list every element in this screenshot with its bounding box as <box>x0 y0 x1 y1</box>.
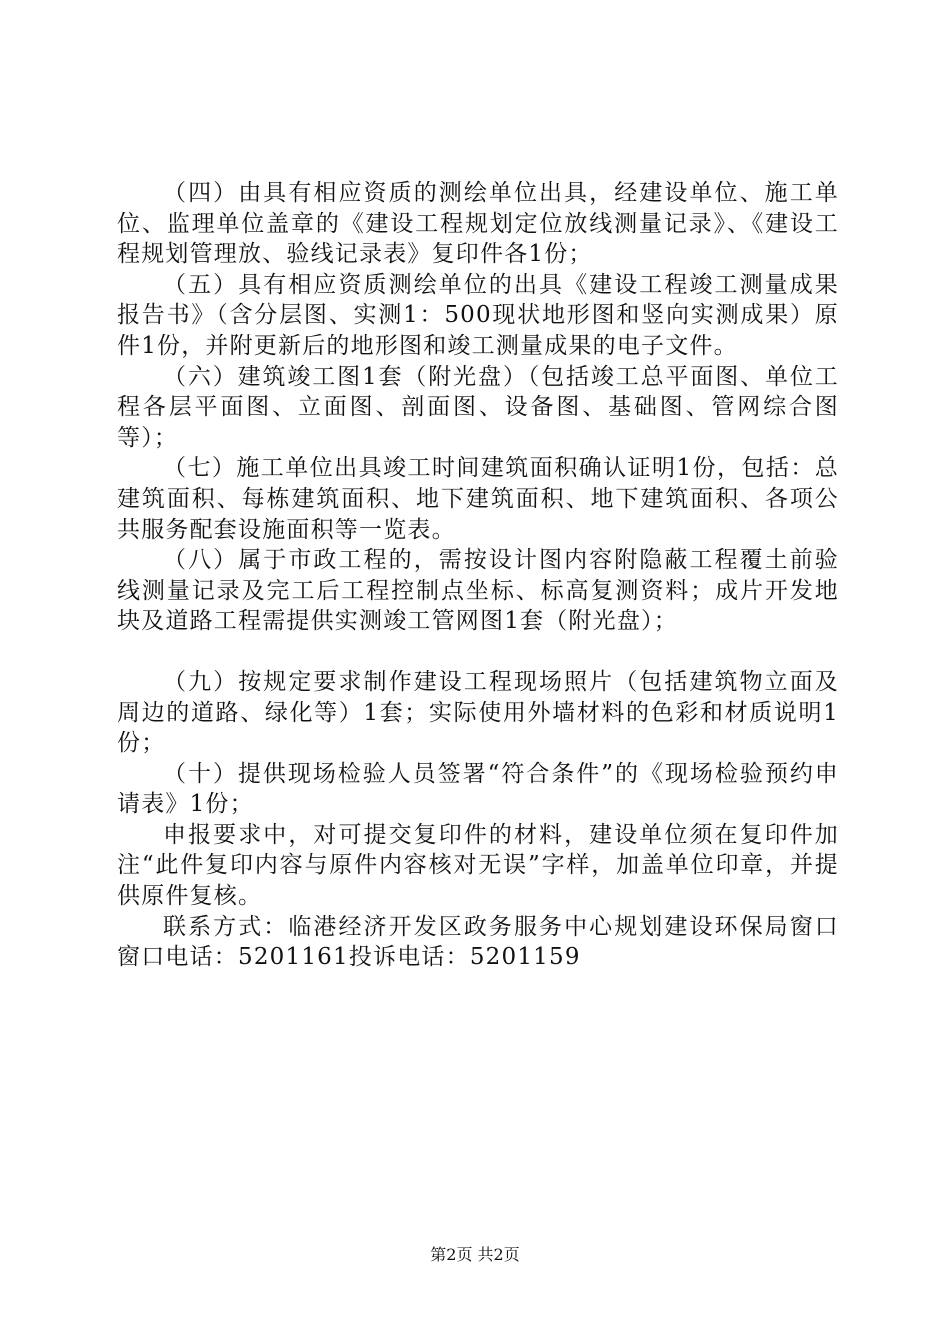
page-number-label: 第2页 共2页 <box>430 1245 520 1264</box>
paragraph-item-8: （八）属于市政工程的，需按设计图内容附隐蔽工程覆土前验线测量记录及完工后工程控制点坐标、标高复测资料；成片开发地块及道路工程需提供实测竣工管网图1套（附光盘）； <box>117 547 839 635</box>
paragraph-contact-info: 联系方式：临港经济开发区政务服务中心规划建设环保局窗口窗口电话：5201161投诉电话：5201159 <box>117 913 839 971</box>
paragraph-item-6: （六）建筑竣工图1套（附光盘）（包括竣工总平面图、单位工程各层平面图、立面图、剖面图、设备图、基础图、管网综合图等）； <box>117 363 839 451</box>
page-footer <box>0 1244 950 1266</box>
paragraph-application-requirements: 申报要求中，对可提交复印件的材料，建设单位须在复印件加注“此件复印内容与原件内容核对无误”字样，加盖单位印章，并提供原件复核。 <box>117 821 839 910</box>
paragraph-item-10: （十）提供现场检验人员签署“符合条件”的《现场检验预约申请表》1份； <box>117 760 839 818</box>
document-body <box>117 178 839 973</box>
paragraph-item-9: （九）按规定要求制作建设工程现场照片（包括建筑物立面及周边的道路、绿化等）1套；实际使用外墙材料的色彩和材质说明1份； <box>117 668 839 757</box>
paragraph-item-4: （四）由具有相应资质的测绘单位出具，经建设单位、施工单位、监理单位盖章的《建设工程规划定位放线测量记录》、《建设工程规划管理放、验线记录表》复印件各1份； <box>117 180 839 268</box>
paragraph-item-7: （七）施工单位出具竣工时间建筑面积确认证明1份，包括：总建筑面积、每栋建筑面积、地下建筑面积、地下建筑面积、各项公共服务配套设施面积等一览表。 <box>117 455 839 543</box>
paragraph-item-5: （五）具有相应资质测绘单位的出具《建设工程竣工测量成果报告书》（含分层图、实测1：500现状地形图和竖向实测成果）原件1份，并附更新后的地形图和竣工测量成果的电子文件。 <box>117 271 839 359</box>
